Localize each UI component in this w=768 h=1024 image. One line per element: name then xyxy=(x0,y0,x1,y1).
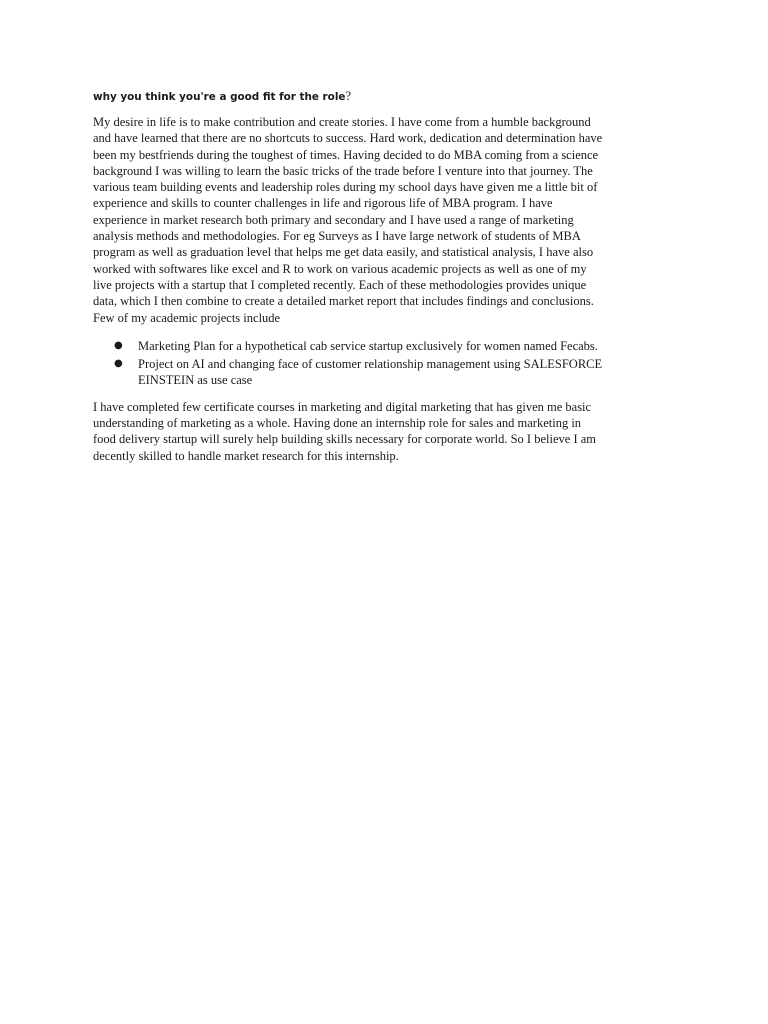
paragraph-line: various team building events and leadership roles during my school days have given me a little bit of xyxy=(93,180,598,195)
paragraph-line: My desire in life is to make contribution and create stories. I have come from a humble background xyxy=(93,115,591,129)
bullet-icon: ● xyxy=(114,358,123,370)
paragraph-line: I have completed few certificate courses in marketing and digital marketing that has given me basic xyxy=(93,399,592,414)
paragraph-line: worked with softwares like excel and R to work on various academic projects as well as one of my xyxy=(93,261,587,276)
paragraph-line: Few of my academic projects include xyxy=(93,310,281,325)
list-item xyxy=(93,338,683,354)
list-item-line: Marketing Plan for a hypothetical cab service startup exclusively for women named Fecabs. xyxy=(138,338,598,353)
question-text: why you think you're a good fit for the role xyxy=(93,91,346,103)
paragraph-line: data, which I then combine to create a detailed market report that includes findings and conclusions. xyxy=(93,294,594,309)
paragraph-line: and have learned that there are no shortcuts to success. Hard work, dedication and determination have xyxy=(93,131,603,146)
list-item xyxy=(93,356,683,389)
paragraph-line: background I was willing to learn the basic tricks of the trade before I venture into that journey. The xyxy=(93,163,593,178)
paragraph-line: experience and skills to counter challenges in life and rigorous life of MBA program. I have xyxy=(93,196,553,211)
paragraph-line: been my bestfriends during the toughest of times. Having decided to do MBA coming from a science xyxy=(93,147,599,162)
paragraph-line: decently skilled to handle market research for this internship. xyxy=(93,448,399,463)
paragraph-line: understanding of marketing as a whole. Having done an internship role for sales and marketing in xyxy=(93,416,582,431)
paragraph-line: food delivery startup will surely help building skills necessary for corporate world. So I believe I am xyxy=(93,432,596,447)
question-mark: ? xyxy=(345,89,351,103)
paragraph-line: program as well as graduation level that helps me get data easily, and statistical analysis, I have also xyxy=(93,245,594,260)
question-heading xyxy=(93,88,683,105)
paragraph-intro xyxy=(93,114,683,326)
paragraph-line: analysis methods and methodologies. For eg Surveys as I have large network of students of MBA xyxy=(93,229,581,244)
list-item-line: Project on AI and changing face of customer relationship management using SALESFORCE xyxy=(138,357,603,372)
paragraph-line: experience in market research both primary and secondary and I have used a range of marketing xyxy=(93,212,574,227)
bullet-icon: ● xyxy=(114,339,123,351)
paragraph-closing xyxy=(93,399,683,464)
document-body xyxy=(93,88,683,464)
list-item-line: EINSTEIN as use case xyxy=(138,373,253,388)
paragraph-line: live projects with a startup that I completed recently. Each of these methodologies provides unique xyxy=(93,277,587,292)
academic-projects-list xyxy=(93,338,683,389)
